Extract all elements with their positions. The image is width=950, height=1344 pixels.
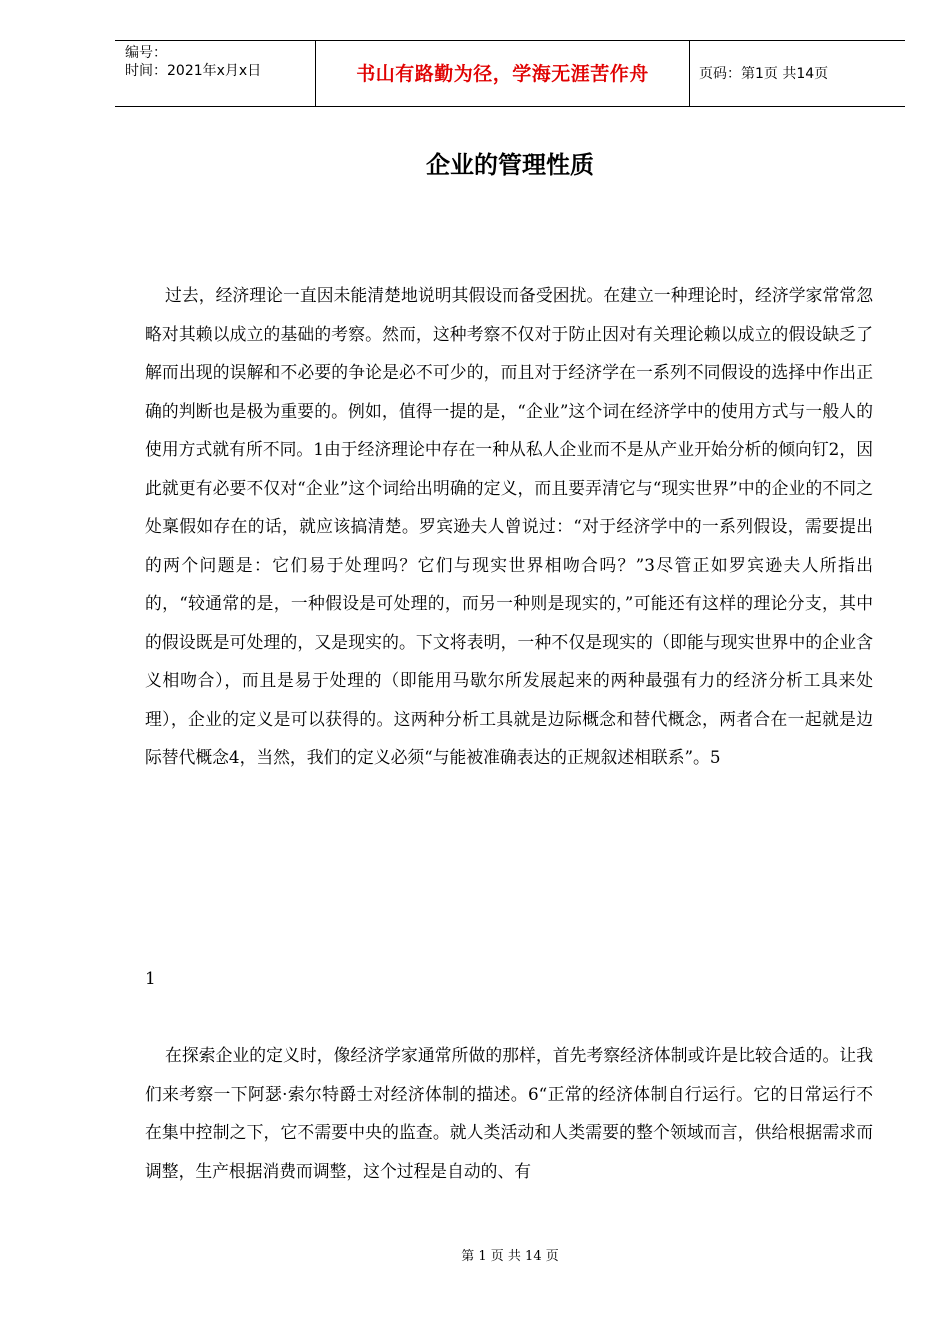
- header-time-label: 时间：2021年x月x日: [125, 63, 262, 79]
- header-page-info: 页码：第1页 共14页: [699, 66, 829, 82]
- page-header: [115, 40, 905, 107]
- header-divider: [689, 41, 690, 107]
- header-meta: [125, 44, 315, 80]
- body-paragraph: 在探索企业的定义时，像经济学家通常所做的那样，首先考察经济体制或许是比较合适的。让我们来考察一下阿瑟·索尔特爵士对经济体制的描述。6“正常的经济体制自行运行。它的日常运行不在集中控制之下，它不需要中央的监查。就人类活动和人类需要的整个领域而言，供给根据需求而调整，生产根据消费而调整，这个过程是自动的、有: [145, 1045, 873, 1181]
- page-footer: 第 1 页 共 14 页: [461, 1249, 559, 1264]
- document-title: 企业的管理性质: [426, 151, 594, 179]
- header-number-label: 编号：: [125, 45, 167, 61]
- body-paragraph: 过去，经济理论一直因未能清楚地说明其假设而备受困扰。在建立一种理论时，经济学家常常忽略对其赖以成立的基础的考察。然而，这种考察不仅对于防止因对有关理论赖以成立的假设缺乏了解而出现的误解和不必要的争论是必不可少的，而且对于经济学在一系列不同假设的选择中作出正确的判断也是极为重要的。例如，值得一提的是，“企业”这个词在经济学中的使用方式与一般人的使用方式就有所不同。1由于经济理论中存在一种从私人企业而不是从产业开始分析的倾向钉2，因此就更有必要不仅对“企业”这个词给出明确的定义，而且要弄清它与“现实世界”中的企业的不同之处稟假如存在的话，就应该搞清楚。罗宾逊夫人曾说过：“对于经济学中的一系列假设，需要提出的两个问题是：它们易于处理吗？它们与现实世界相吻合吗？”3尽管正如罗宾逊夫人所指出的，“较通常的是，一种假设是可处理的，而另一种则是现实的，”可能还有这样的理论分支，其中的假设既是可处理的，又是现实的。下文将表明，一种不仅是现实的（即能与现实世界中的企业含义相吻合），而且是易于处理的（即能用马歇尔所发展起来的两种最强有力的经济分析工具来处理），企业的定义是可以获得的。这两种分析工具就是边际概念和替代概念，两者合在一起就是边际替代概念4，当然，我们的定义必须“与能被准确表达的正规叙述相联系”。5: [145, 285, 873, 767]
- footnote-marker: 1: [145, 968, 156, 988]
- header-motto: 书山有路勤为径，学海无涯苦作舟: [356, 63, 649, 85]
